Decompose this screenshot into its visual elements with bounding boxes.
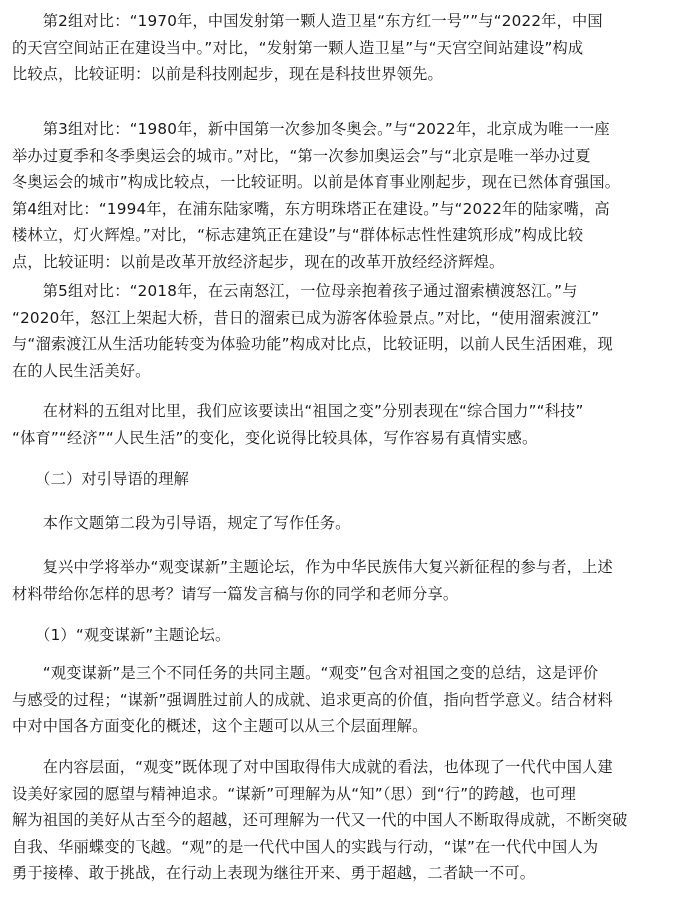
text-line: 冬奥运会的城市”构成比较点，一比较证明。以前是体育事业刚起步，现在已然体育强国。 <box>12 173 621 192</box>
text-line: 第5组对比：“2018年，在云南怒江，一位母亲抱着孩子通过溜索横渡怒江。”与 <box>12 282 578 300</box>
text-line: 点，比较证明：以前是改革开放经济起步，现在的改革开放经经济辉煌。 <box>12 252 505 271</box>
paragraph-comparison-5 <box>12 278 686 384</box>
text-line: 楼林立，灯火辉煌。”对比，“标志建筑正在建设”与“群体标志性性建筑形成”构成比较 <box>12 226 584 245</box>
text-line: （1）“观变谋新”主题论坛。 <box>12 626 231 644</box>
text-line: 举办过夏季和冬季奥运会的城市。”对比，“第一次参加奥运会”与“北京是唯一举办过夏 <box>12 146 591 165</box>
text-line: 第3组对比：“1980年，新中国第一次参加冬奥会。”与“2022年，北京成为唯一一座 <box>12 120 610 138</box>
paragraph-content-level <box>12 754 686 887</box>
text-line: “观变谋新”是三个不同任务的共同主题。“观变”包含对祖国之变的总结，这是评价 <box>12 664 599 682</box>
paragraph-forum-prompt <box>12 554 686 607</box>
text-line: 本作文题第二段为引导语，规定了写作任务。 <box>12 514 351 532</box>
text-line: 的天宫空间站正在建设当中。”对比，“发射第一颗人造卫星”与“天宫空间站建设”构成 <box>12 38 584 57</box>
paragraph-five-comparisons-summary <box>12 398 686 451</box>
text-line: “2020年，怒江上架起大桥，昔日的溜索已成为游客体验景点。”对比，“使用溜索渡江” <box>12 308 600 327</box>
text-line: 解为祖国的美好从古至今的超越，还可理解为一代又一代的中国人不断取得成就，不断突破 <box>12 811 628 830</box>
paragraph-comparison-3-4 <box>12 116 686 276</box>
text-line: 比较点，比较证明：以前是科技刚起步，现在是科技世界领先。 <box>12 65 443 84</box>
text-line: 与“溜索渡江从生活功能转变为体验功能”构成对比点，比较证明，以前人民生活困难，现 <box>12 335 613 354</box>
text-line: （二）对引导语的理解 <box>12 470 190 488</box>
text-line: 第2组对比：“1970年，中国发射第一颗人造卫星“东方红一号””与“2022年，中国 <box>12 12 603 30</box>
paragraph-comparison-2 <box>12 8 686 88</box>
text-line: 复兴中学将举办“观变谋新”主题论坛，作为中华民族伟大复兴新征程的参与者，上述 <box>12 558 613 576</box>
text-line: 第4组对比：“1994年，在浦东陆家嘴，东方明珠塔正在建设。”与“2022年的陆家嘴，高 <box>12 199 610 218</box>
text-line: 在材料的五组对比里，我们应该要读出“祖国之变”分别表现在“综合国力”“科技” <box>12 402 584 420</box>
section-heading-guide-text <box>12 466 686 493</box>
paragraph-guide-intro <box>12 510 686 537</box>
text-line: 在的人民生活美好。 <box>12 361 151 380</box>
text-line: “体育”“经济”“人民生活”的变化，变化说得比较具体，写作容易有真情实感。 <box>12 428 538 447</box>
text-line: 在内容层面，“观变”既体现了对中国取得伟大成就的看法，也体现了一代代中国人建 <box>12 758 613 776</box>
subheading-forum-theme <box>12 622 686 649</box>
text-line: 勇于接棒、敢于挑战，在行动上表现为继往开来、勇于超越，二者缺一不可。 <box>12 864 536 883</box>
text-line: 设美好家园的愿望与精神追求。“谋新”可理解为从“知”（思）到“行”的跨越，也可理 <box>12 784 576 803</box>
paragraph-theme-explanation <box>12 660 686 740</box>
text-line: 中对中国各方面变化的概述，这个主题可以从三个层面理解。 <box>12 717 428 736</box>
text-line: 自我、华丽蝶变的飞越。“观”的是一代代中国人的实践与行动，“谋”在一代代中国人为 <box>12 837 599 856</box>
text-line: 材料带给你怎样的思考？请写一篇发言稿与你的同学和老师分享。 <box>12 584 459 603</box>
text-line: 与感受的过程；“谋新”强调胜过前人的成就、追求更高的价值，指向哲学意义。结合材料 <box>12 690 613 709</box>
